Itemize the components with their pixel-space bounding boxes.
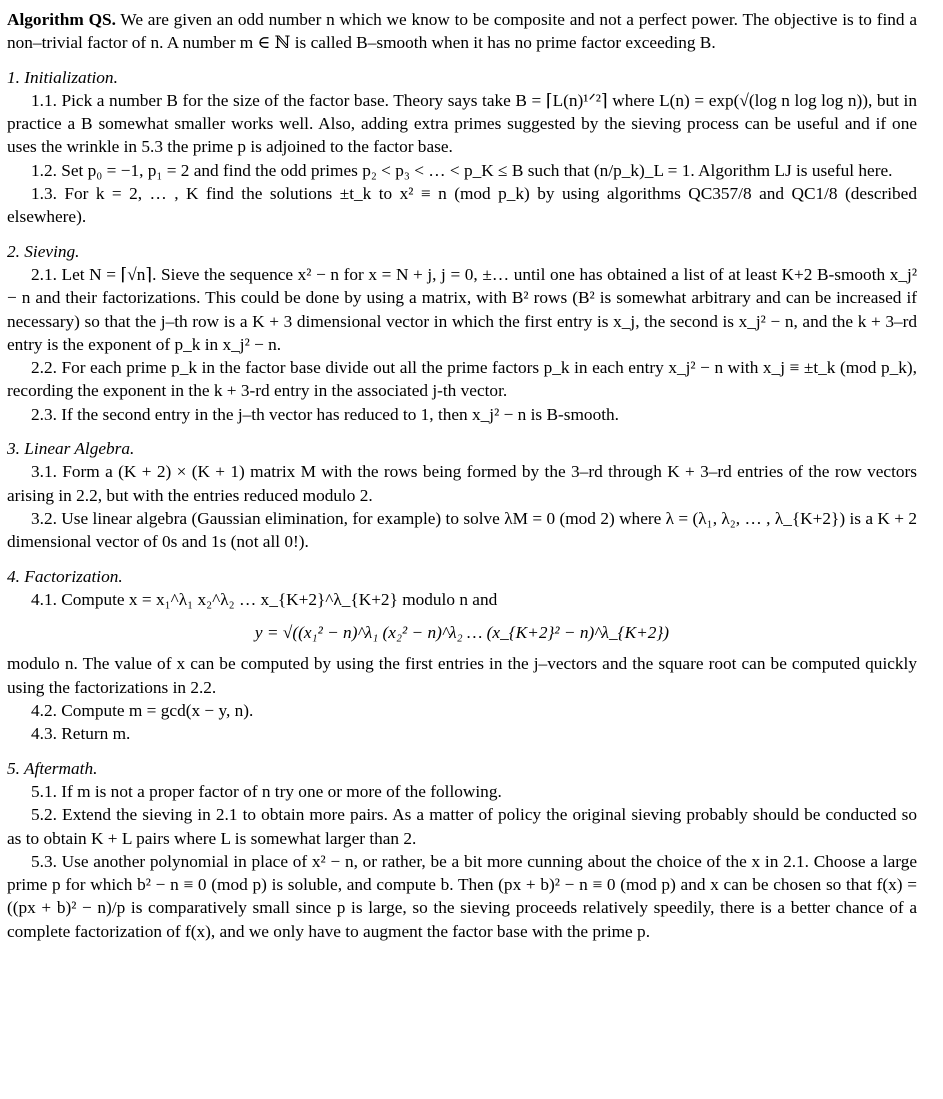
- step-4-1: 4.1. Compute x = x₁^λ₁ x₂^λ₂ … x_{K+2}^λ_{K+2} modulo n and: [31, 589, 498, 609]
- step-5-1: 5.1. If m is not a proper factor of n try one or more of the following.: [31, 781, 502, 801]
- step-5-3: 5.3. Use another polynomial in place of x² − n, or rather, be a bit more cunning about the choice of the x in 2.1. Choose a large prime p for which b² − n ≡ 0 (mod p) is soluble, and compute b. Then (px + b)² − n ≡ 0 (mod p) and x can be chosen so that f(x) = ((px + b)² − n)/p is comparatively small since p is large, so the sieving proceeds relatively speedily, there is a better chance of a complete factorization of f(x), and we only have to augment the factor base with the prime p.: [7, 851, 917, 941]
- section-aftermath: [7, 757, 917, 943]
- step-2-3: 2.3. If the second entry in the j–th vector has reduced to 1, then x_j² − n is B-smooth.: [31, 404, 619, 424]
- step-4-2: 4.2. Compute m = gcd(x − y, n).: [31, 701, 254, 721]
- step-1-2: 1.2. Set p₀ = −1, p₁ = 2 and find the odd primes p₂ < p₃ < … < p_K ≤ B such that (n/p_k)_L = 1. Algorithm LJ is useful here.: [31, 160, 893, 180]
- algorithm-title: Algorithm QS.: [7, 10, 116, 29]
- step-1-1: 1.1. Pick a number B for the size of the factor base. Theory says take B = ⌈L(n)¹ᐟ²⌉ where L(n) = exp(√(log n log log n)), but in practice a B somewhat smaller works well. Also, adding extra primes suggested by the sieving process can be useful and if one uses the wrinkle in 5.3 the prime p is adjoined to the factor base.: [7, 90, 917, 157]
- step-2-2: 2.2. For each prime p_k in the factor base divide out all the prime factors p_k in each entry x_j² − n with x_j ≡ ±t_k (mod p_k), recording the exponent in the k + 3-rd entry in the associated j-th vector.: [7, 358, 917, 401]
- section-heading: 4. Factorization.: [7, 566, 123, 586]
- intro-paragraph: [7, 8, 917, 55]
- section-initialization: [7, 66, 917, 229]
- step-4-3: 4.3. Return m.: [31, 724, 131, 744]
- section-heading: 2. Sieving.: [7, 241, 80, 261]
- section-heading: 3. Linear Algebra.: [7, 439, 135, 459]
- section-factorization: [7, 565, 917, 746]
- display-equation-y: y = √((x₁² − n)^λ₁ (x₂² − n)^λ₂ … (x_{K+2}² − n)^λ_{K+2}): [254, 623, 670, 643]
- intro-text: We are given an odd number n which we know to be composite and not a perfect power. The objective is to find a non–trivial factor of n. A number m ∈ ℕ is called B–smooth when it has no prime factor exceeding B.: [7, 10, 917, 53]
- step-3-2: 3.2. Use linear algebra (Gaussian elimination, for example) to solve λM = 0 (mod 2) where λ = (λ₁, λ₂, … , λ_{K+2}) is a K + 2 dimensional vector of 0s and 1s (not all 0!).: [7, 508, 917, 552]
- step-5-2: 5.2. Extend the sieving in 2.1 to obtain more pairs. As a matter of policy the original sieving probably should be conducted so as to obtain K + L pairs where L is somewhat larger than 2.: [7, 805, 917, 848]
- section-sieving: [7, 240, 917, 426]
- step-1-3: 1.3. For k = 2, … , K find the solutions ±t_k to x² ≡ n (mod p_k) by using algorithms QC357/8 and QC1/8 (described elsewhere).: [7, 184, 917, 227]
- document-body: [7, 8, 917, 943]
- step-3-1: 3.1. Form a (K + 2) × (K + 1) matrix M with the rows being formed by the 3–rd through K + 3–rd entries of the row vectors arising in 2.2, but with the entries reduced modulo 2.: [7, 462, 917, 505]
- section-heading: 1. Initialization.: [7, 67, 118, 87]
- step-2-1: 2.1. Let N = ⌈√n⌉. Sieve the sequence x² − n for x = N + j, j = 0, ±… until one has obtained a list of at least K+2 B-smooth x_j² − n and their factorizations. This could be done by using a matrix, with B² rows (B² is somewhat arbitrary and can be increased if necessary) so that the j–th row is a K + 3 dimensional vector in which the first entry is x_j, the second is x_j² − n, and the k + 3–rd entry is the exponent of p_k in x_j² − n.: [7, 264, 917, 354]
- step-4-1-continued: modulo n. The value of x can be computed by using the first entries in the j–vectors and the square root can be computed quickly using the factorizations in 2.2.: [7, 654, 917, 697]
- section-linear-algebra: [7, 437, 917, 553]
- section-heading: 5. Aftermath.: [7, 758, 98, 778]
